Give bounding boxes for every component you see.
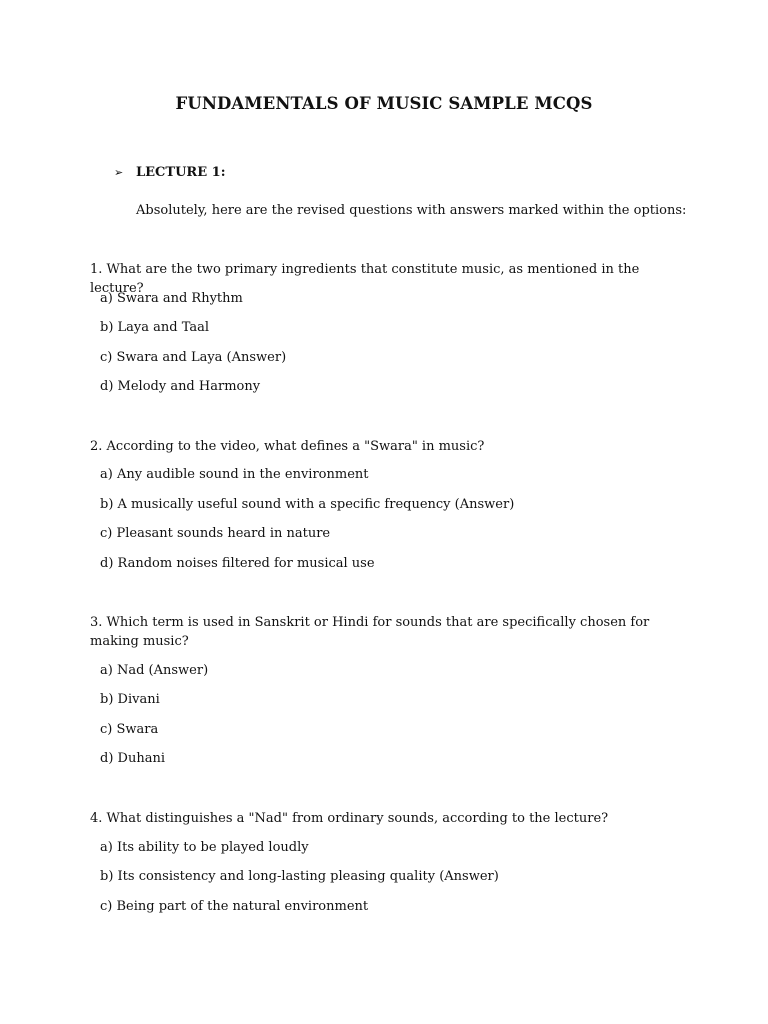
question-1-option-c: c) Swara and Laya (Answer) [100, 350, 287, 365]
question-1: 1. What are the two primary ingredients that constitute music, as mentioned in the lecture? [90, 262, 640, 296]
question-1-option-d: d) Melody and Harmony [100, 379, 261, 394]
question-2: 2. According to the video, what defines a "Swara" in music? [90, 439, 485, 454]
question-3-option-b: b) Divani [100, 692, 160, 707]
intro-text: Absolutely, here are the revised questions with answers marked within the options: [136, 203, 687, 218]
lecture-heading-label: LECTURE 1: [136, 165, 226, 180]
question-1-option-b: b) Laya and Taal [100, 320, 210, 335]
question-1-option-a: a) Swara and Rhythm [100, 291, 243, 306]
question-4-option-a: a) Its ability to be played loudly [100, 840, 309, 855]
question-3-option-c: c) Swara [100, 722, 159, 737]
document-title: FUNDAMENTALS OF MUSIC SAMPLE MCQS [175, 94, 593, 113]
question-3-option-a: a) Nad (Answer) [100, 663, 209, 678]
question-3-option-d: d) Duhani [100, 751, 165, 766]
question-4-option-c: c) Being part of the natural environment [100, 899, 369, 914]
question-2-option-d: d) Random noises filtered for musical use [100, 556, 375, 571]
question-2-option-c: c) Pleasant sounds heard in nature [100, 526, 331, 541]
question-4-option-b: b) Its consistency and long-lasting pleasing quality (Answer) [100, 869, 499, 884]
question-3: 3. Which term is used in Sanskrit or Hindi for sounds that are specifically chosen for making music? [90, 615, 650, 649]
arrow-bullet-icon: ➢ [114, 166, 124, 179]
question-4: 4. What distinguishes a "Nad" from ordinary sounds, according to the lecture? [90, 811, 609, 826]
question-2-option-b: b) A musically useful sound with a specific frequency (Answer) [100, 497, 515, 512]
lecture-heading [114, 165, 226, 180]
question-2-option-a: a) Any audible sound in the environment [100, 467, 369, 482]
